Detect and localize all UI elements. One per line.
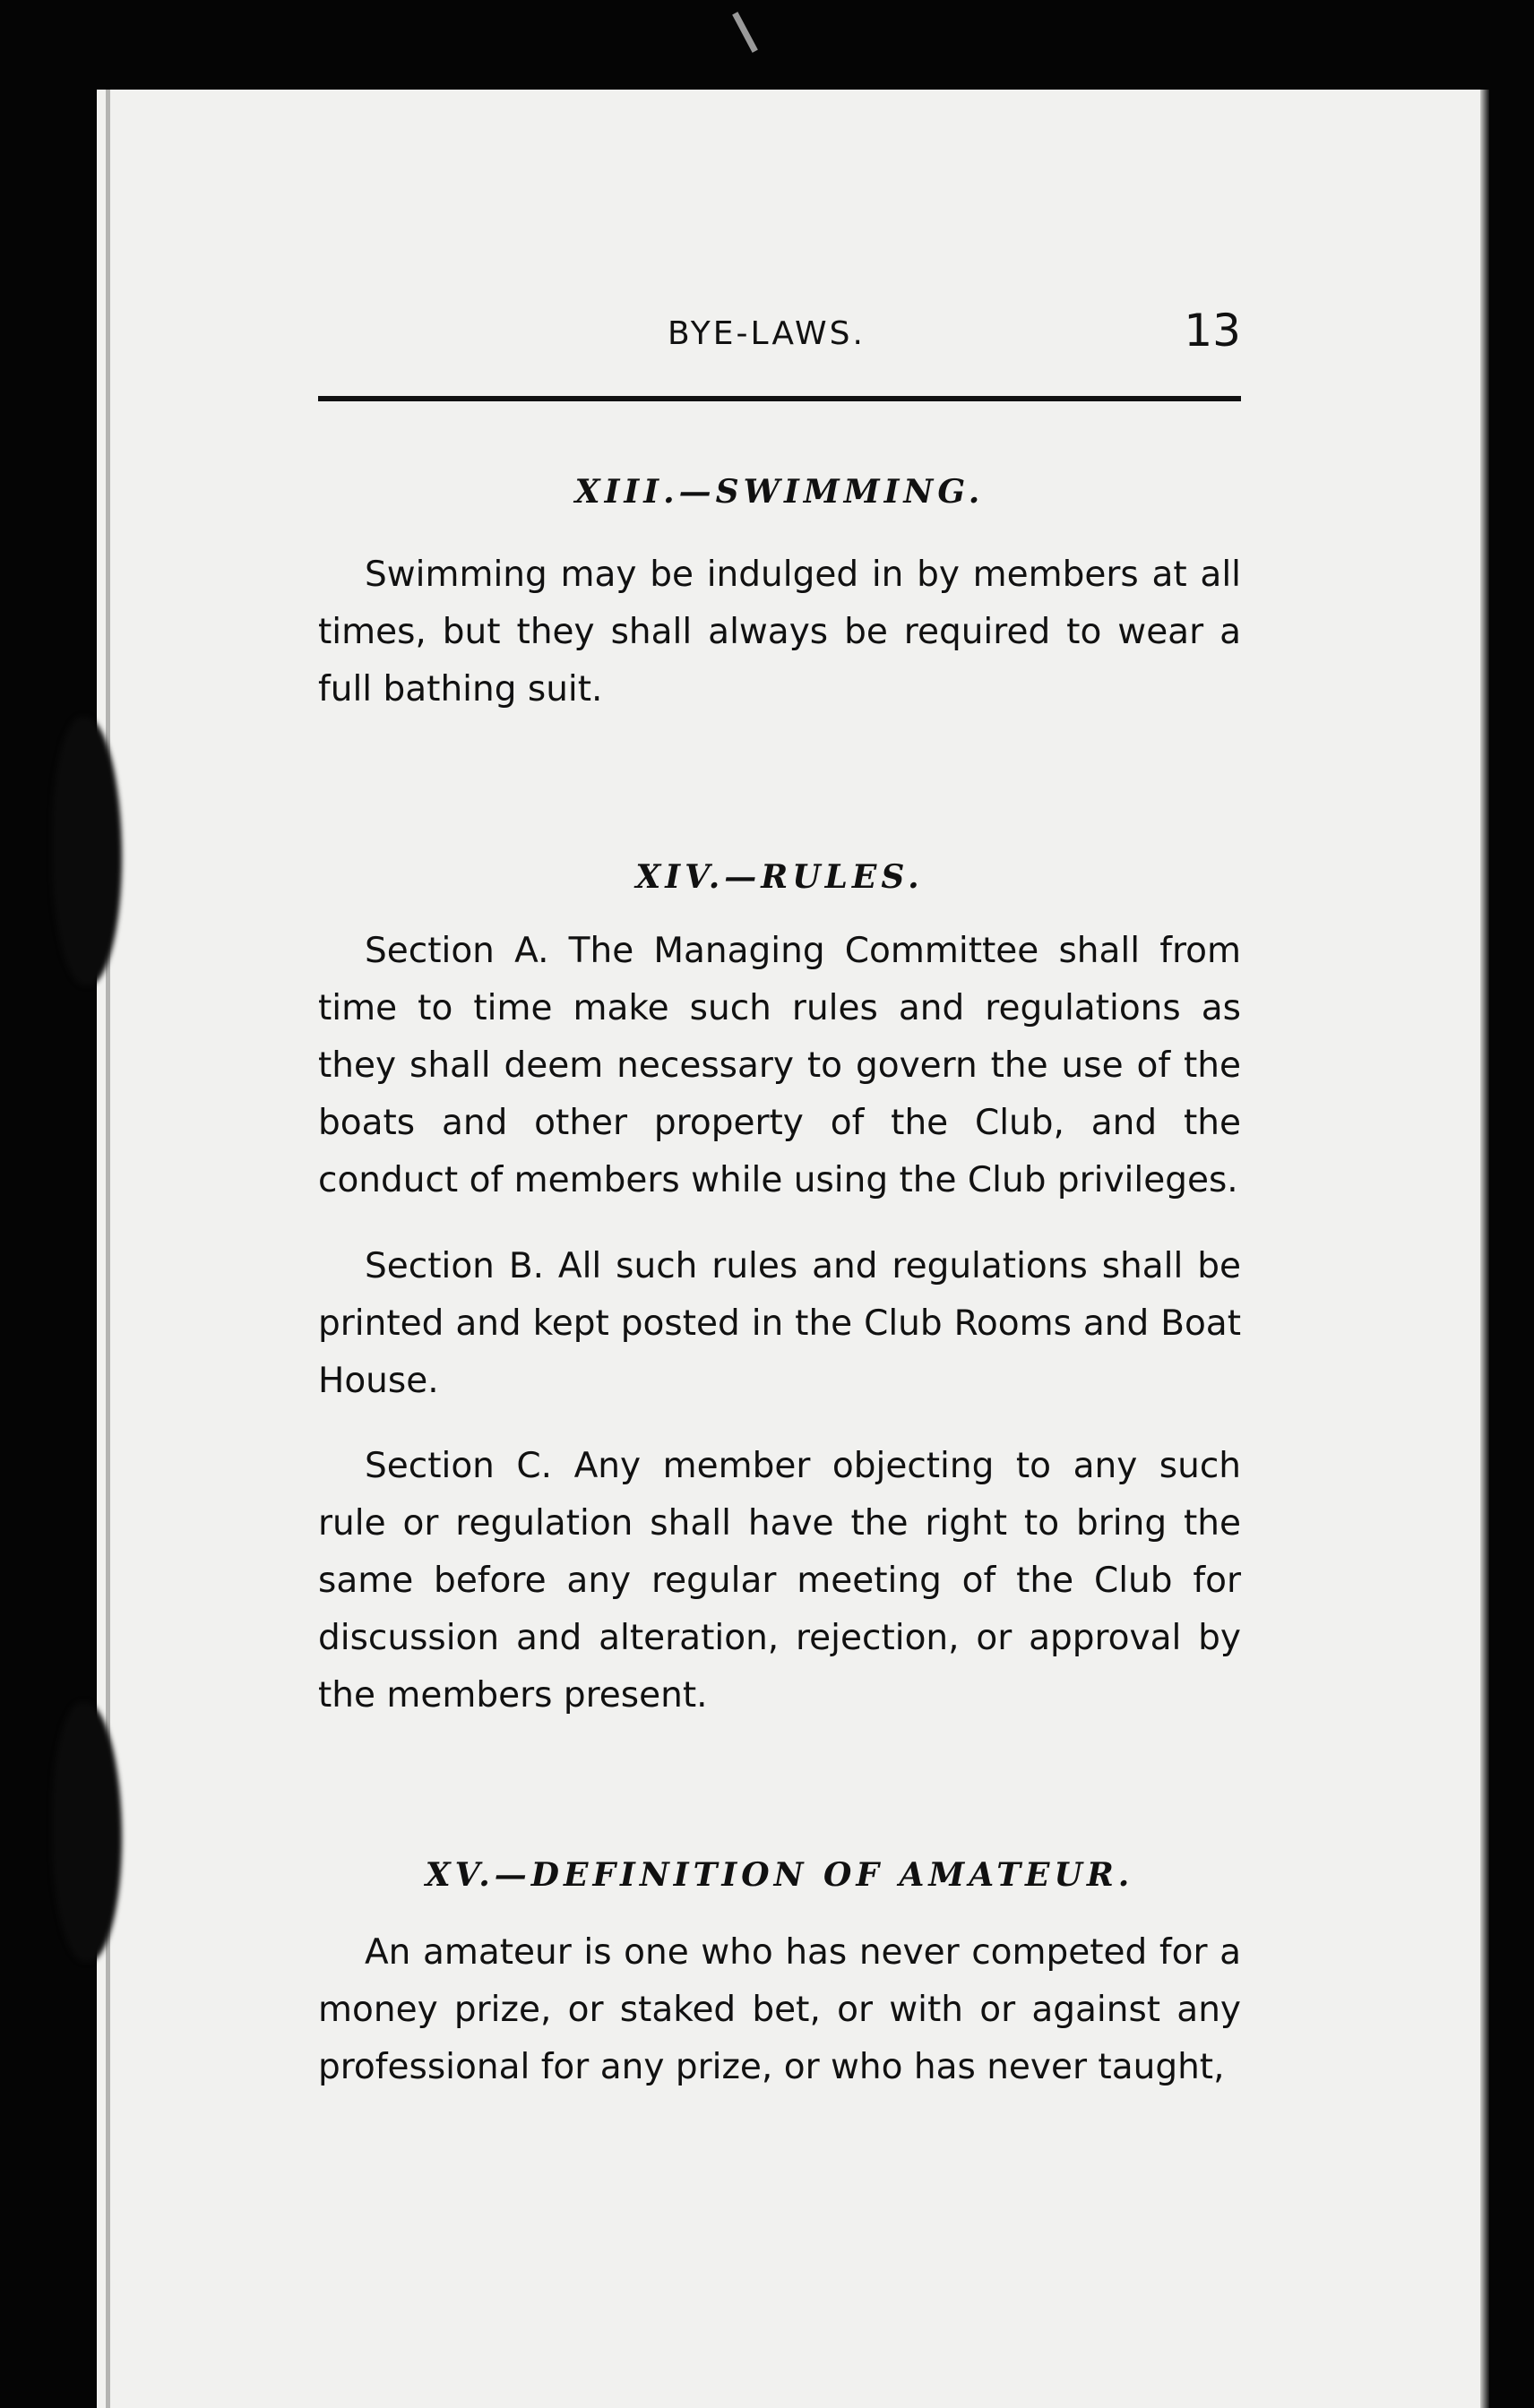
paragraph-amateur: An amateur is one who has never competed for a money prize, or staked bet, or with or against any professional for any prize, or who has never taught, (318, 1932, 1241, 2087)
section-heading-swimming: XIII.—SWIMMING. (574, 473, 985, 511)
paragraph-rules-section-c: Section C. Any member objecting to any such rule or regulation shall have the right to bring the same before any regular meeting of the Club for discussion and alteration, rejection, or approval by the members present. (318, 1446, 1241, 1716)
paragraph-rules-section-b: Section B. All such rules and regulations shall be printed and kept posted in the Club Rooms and Boat House. (318, 1246, 1241, 1401)
section-heading-rules: XIV.—RULES. (635, 858, 924, 896)
paragraph-swimming: Swimming may be indulged in by members at all times, but they shall always be required to wear a full bathing suit. (318, 555, 1241, 710)
page-number: 13 (1184, 305, 1241, 357)
running-head-title: BYE-LAWS. (668, 315, 866, 352)
running-head (318, 305, 1241, 376)
header-rule (318, 396, 1241, 401)
scan-artifact-mark (732, 12, 758, 53)
page-edge-shadow (1480, 90, 1489, 2408)
binding-gutter (106, 90, 110, 2408)
paragraph-rules-section-a: Section A. The Managing Committee shall from time to time make such rules and regulations as they shall deem necessary to govern the use of the boats and other property of the Club, and the conduct of members while using the Club privileges. (318, 931, 1241, 1200)
section-heading-amateur: XV.—DEFINITION OF AMATEUR. (425, 1856, 1134, 1894)
